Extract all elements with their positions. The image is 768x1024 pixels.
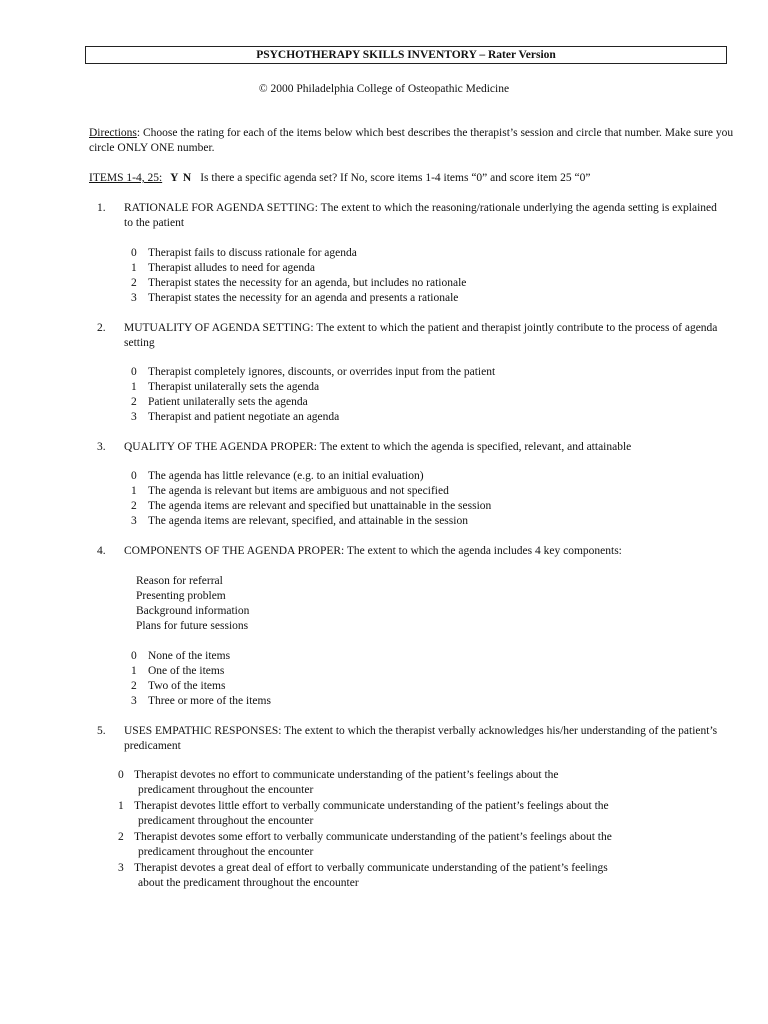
rating-description: Therapist fails to discuss rationale for agenda [148,247,357,259]
rating-option [131,469,731,484]
rating-option [118,861,728,891]
rating-number: 3 [131,695,137,707]
rating-description: The agenda items are relevant and specified but unattainable in the session [148,500,492,512]
question-1 [97,201,727,231]
rating-description: None of the items [148,650,231,662]
rating-option [131,514,731,529]
question-number: 5. [97,725,106,737]
rating-description: Therapist unilaterally sets the agenda [148,381,320,393]
rating-option [131,649,731,664]
question-number: 2. [97,322,106,334]
rating-option [131,246,731,261]
question-number: 4. [97,545,106,557]
question-3 [97,440,727,455]
rating-number: 0 [118,769,124,781]
rating-description: One of the items [148,665,225,677]
agenda-component: Plans for future sessions [136,620,249,632]
directions-paragraph [89,126,739,156]
question-text: MUTUALITY OF AGENDA SETTING: The extent to which the patient and therapist jointly contribute to the process of agenda setting [124,322,718,349]
rating-number: 3 [131,515,137,527]
rating-description: Three or more of the items [148,695,271,707]
rating-number: 2 [131,277,137,289]
items-agenda-check [89,171,739,186]
question-4 [97,544,727,559]
agenda-components-list [136,574,536,634]
items-label: ITEMS 1-4, 25: [89,172,163,184]
question-3-options [131,469,731,529]
rating-option [131,679,731,694]
rating-number: 3 [131,411,137,423]
question-5 [97,724,727,754]
rating-description-continued: predicament throughout the encounter [138,784,314,796]
document-title: PSYCHOTHERAPY SKILLS INVENTORY – Rater Version [85,46,727,64]
rating-option [131,365,731,380]
copyright-line: © 2000 Philadelphia College of Osteopathic Medicine [258,83,510,95]
rating-description: Therapist devotes little effort to verbally communicate understanding of the patient’s feelings about the [134,800,609,812]
rating-option [131,380,731,395]
rating-option [131,410,731,425]
rating-number: 2 [131,500,137,512]
question-5-options [118,768,728,892]
question-text: RATIONALE FOR AGENDA SETTING: The extent to which the reasoning/rationale underlying the agenda setting is explained to the patient [124,202,717,229]
rating-description: Therapist devotes no effort to communicate understanding of the patient’s feelings about the [134,769,559,781]
yes-no-choice: Y N [170,172,193,184]
question-text: COMPONENTS OF THE AGENDA PROPER: The extent to which the agenda includes 4 key components: [124,545,622,557]
rating-number: 0 [131,470,137,482]
rating-number: 3 [131,292,137,304]
rating-description: Therapist states the necessity for an agenda, but includes no rationale [148,277,467,289]
rating-option [118,799,728,829]
rating-description: Patient unilaterally sets the agenda [148,396,308,408]
rating-description: Therapist alludes to need for agenda [148,262,316,274]
rating-number: 2 [118,831,124,843]
rating-description: Therapist states the necessity for an agenda and presents a rationale [148,292,459,304]
agenda-component: Reason for referral [136,575,223,587]
rating-option [131,395,731,410]
directions-text: : Choose the rating for each of the items below which best describes the therapist’s session and circle that number. Make sure you circle ONLY ONE number. [89,127,734,154]
rating-option [131,276,731,291]
rating-number: 2 [131,680,137,692]
question-text: USES EMPATHIC RESPONSES: The extent to which the therapist verbally acknowledges his/her understanding of the patient’s predicament [124,725,718,752]
rating-option [131,664,731,679]
rating-description: The agenda has little relevance (e.g. to an initial evaluation) [148,470,424,482]
question-2-options [131,365,731,425]
question-number: 1. [97,202,106,214]
rating-option [118,830,728,860]
rating-description-continued: predicament throughout the encounter [138,846,314,858]
rating-description: Therapist and patient negotiate an agenda [148,411,340,423]
rating-option [131,291,731,306]
rating-description: Two of the items [148,680,226,692]
rating-number: 1 [118,800,124,812]
rating-description: Therapist devotes a great deal of effort to verbally communicate understanding of the patient’s feelings [134,862,608,874]
rating-number: 1 [131,665,137,677]
rating-number: 0 [131,247,137,259]
question-4-options [131,649,731,709]
rating-number: 1 [131,262,137,274]
rating-option [118,768,728,798]
agenda-component: Presenting problem [136,590,226,602]
rating-description-continued: predicament throughout the encounter [138,815,314,827]
rating-option [131,484,731,499]
directions-label: Directions [89,127,137,139]
rating-number: 2 [131,396,137,408]
rating-option [131,694,731,709]
rating-number: 0 [131,650,137,662]
agenda-component: Background information [136,605,250,617]
items-check-text: Is there a specific agenda set? If No, score items 1-4 items “0” and score item 25 “0” [200,172,591,184]
rating-number: 3 [118,862,124,874]
rating-number: 1 [131,485,137,497]
question-text: QUALITY OF THE AGENDA PROPER: The extent to which the agenda is specified, relevant, and attainable [124,441,632,453]
rating-option [131,499,731,514]
rating-number: 1 [131,381,137,393]
rating-description: The agenda is relevant but items are ambiguous and not specified [148,485,449,497]
rating-description-continued: about the predicament throughout the encounter [138,877,359,889]
question-2 [97,321,727,351]
rating-number: 0 [131,366,137,378]
question-number: 3. [97,441,106,453]
rating-description: The agenda items are relevant, specified, and attainable in the session [148,515,468,527]
question-1-options [131,246,731,306]
rating-description: Therapist completely ignores, discounts, or overrides input from the patient [148,366,496,378]
rating-description: Therapist devotes some effort to verbally communicate understanding of the patient’s feelings about the [134,831,612,843]
rating-option [131,261,731,276]
